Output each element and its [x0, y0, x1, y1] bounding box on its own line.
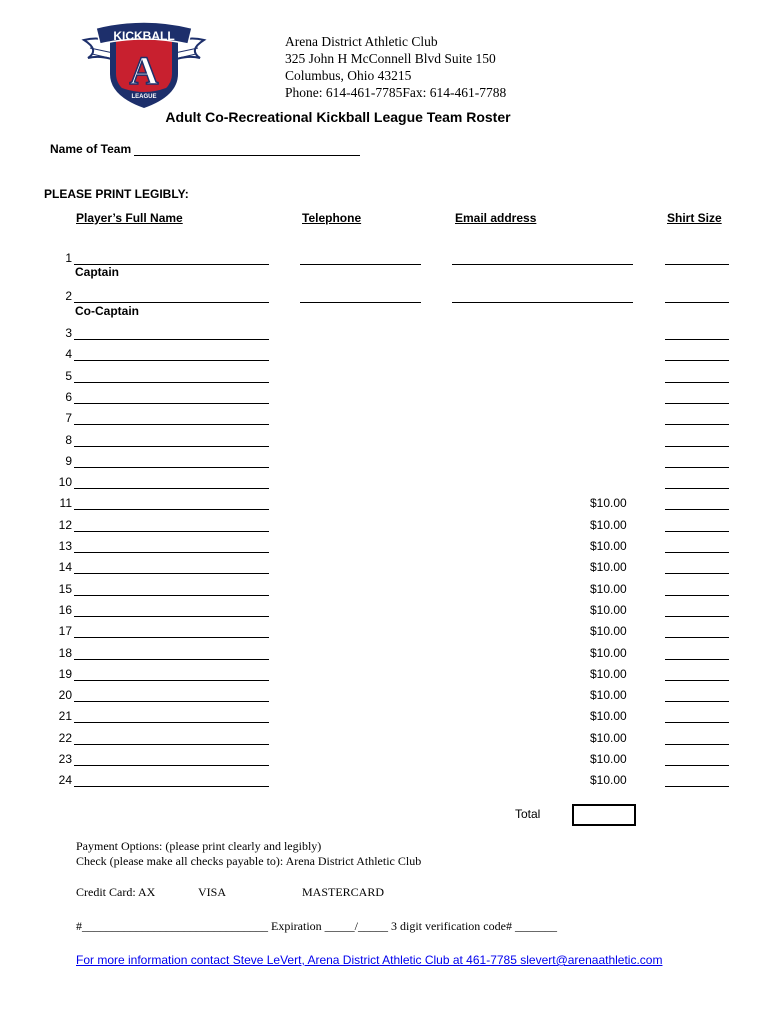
player-name-field[interactable]	[74, 509, 269, 510]
player-name-field[interactable]	[74, 552, 269, 553]
player-name-field[interactable]	[74, 722, 269, 723]
contact-link[interactable]: For more information contact Steve LeVert, Arena District Athletic Club at 461-7785 slevert@arenaathletic.com	[76, 953, 663, 967]
player-name-field[interactable]	[74, 680, 269, 681]
shirt-size-field[interactable]	[665, 531, 729, 532]
row-number: 24	[58, 773, 72, 788]
player-name-field[interactable]	[74, 701, 269, 702]
print-legibly-label: PLEASE PRINT LEGIBLY:	[44, 187, 189, 201]
player-name-field[interactable]	[74, 467, 269, 468]
player-name-field[interactable]	[74, 616, 269, 617]
club-city: Columbus, Ohio 43215	[285, 68, 412, 83]
player-name-field[interactable]	[74, 744, 269, 745]
row-number: 17	[58, 624, 72, 639]
check-payable-text: Check (please make all checks payable to): Arena District Athletic Club	[76, 854, 422, 868]
player-fee: $10.00	[590, 624, 627, 639]
row-number: 23	[58, 752, 72, 766]
shirt-size-field[interactable]	[665, 659, 729, 660]
row-number: 18	[58, 645, 72, 660]
co-captain-label: Co-Captain	[75, 304, 139, 318]
total-label: Total	[515, 807, 541, 821]
club-street: 325 John H McConnell Blvd Suite 150	[285, 51, 496, 66]
player-name-field[interactable]	[74, 339, 269, 340]
player-name-field[interactable]	[74, 424, 269, 425]
shirt-size-field[interactable]	[665, 339, 729, 340]
player-name-field[interactable]	[74, 360, 269, 361]
payment-options-text: Payment Options: (please print clearly and legibly)	[76, 839, 322, 853]
captain-label: Captain	[75, 265, 120, 279]
shirt-size-field[interactable]	[665, 467, 729, 468]
player-fee: $10.00	[590, 560, 627, 575]
shirt-size-field[interactable]	[665, 382, 729, 383]
card-details-line[interactable]: #_______________________________ Expiration _____/_____ 3 digit verification code# _______	[76, 919, 557, 933]
player-name-field[interactable]	[74, 595, 269, 596]
row-number: 15	[58, 581, 72, 596]
page-title: Adult Co-Recreational Kickball League Team Roster	[165, 109, 511, 125]
player-name-field[interactable]	[74, 403, 269, 404]
player-name-field[interactable]	[74, 531, 269, 532]
visa-option[interactable]: VISA	[198, 885, 227, 899]
shirt-size-field[interactable]	[665, 637, 729, 638]
shirt-size-field[interactable]	[665, 722, 729, 723]
row-number: 6	[65, 389, 72, 404]
player-fee: $10.00	[590, 773, 627, 788]
club-phone-fax: Phone: 614-461-7785Fax: 614-461-7788	[285, 85, 507, 100]
kickball-league-logo	[78, 18, 210, 110]
row-number: 13	[58, 539, 72, 553]
mastercard-option[interactable]: MASTERCARD	[302, 885, 385, 899]
shirt-size-field[interactable]	[665, 446, 729, 447]
row-number: 5	[65, 368, 72, 383]
column-header-telephone: Telephone	[302, 211, 362, 225]
row-number: 14	[58, 560, 72, 575]
logo-letter: A	[129, 48, 159, 93]
row-number: 2	[65, 289, 72, 303]
player-fee: $10.00	[590, 688, 627, 703]
player-fee: $10.00	[590, 730, 627, 745]
shirt-size-field[interactable]	[665, 701, 729, 702]
row-number: 3	[65, 326, 72, 340]
shirt-size-field[interactable]	[665, 744, 729, 745]
telephone-field[interactable]	[300, 302, 421, 303]
shirt-size-field[interactable]	[665, 403, 729, 404]
shirt-size-field[interactable]	[665, 424, 729, 425]
shirt-size-field[interactable]	[665, 680, 729, 681]
row-number: 16	[58, 602, 72, 617]
player-name-field[interactable]	[74, 765, 269, 766]
club-name: Arena District Athletic Club	[285, 34, 438, 49]
player-fee: $10.00	[590, 709, 627, 724]
player-fee: $10.00	[590, 666, 627, 681]
row-number: 1	[65, 251, 72, 265]
row-number: 12	[58, 517, 72, 532]
row-number: 19	[58, 666, 72, 681]
player-name-field[interactable]	[74, 264, 269, 265]
team-name-label: Name of Team	[50, 142, 132, 156]
row-number: 11	[59, 496, 72, 511]
player-name-field[interactable]	[74, 637, 269, 638]
player-fee: $10.00	[590, 752, 627, 766]
column-header-email: Email address	[455, 211, 537, 225]
player-name-field[interactable]	[74, 573, 269, 574]
shirt-size-field[interactable]	[665, 264, 729, 265]
row-number: 9	[65, 453, 72, 468]
player-name-field[interactable]	[74, 786, 269, 787]
player-fee: $10.00	[590, 581, 627, 596]
player-name-field[interactable]	[74, 659, 269, 660]
shirt-size-field[interactable]	[665, 552, 729, 553]
player-fee: $10.00	[590, 645, 627, 660]
column-header-name: Player’s Full Name	[76, 211, 183, 225]
email-field[interactable]	[452, 264, 633, 265]
row-number: 4	[65, 347, 72, 362]
shirt-size-field[interactable]	[665, 488, 729, 489]
player-fee: $10.00	[590, 602, 627, 617]
shirt-size-field[interactable]	[665, 786, 729, 787]
player-name-field[interactable]	[74, 488, 269, 489]
shirt-size-field[interactable]	[665, 573, 729, 574]
email-field[interactable]	[452, 302, 633, 303]
telephone-field[interactable]	[300, 264, 421, 265]
player-name-field[interactable]	[74, 302, 269, 303]
team-name-field[interactable]	[134, 155, 360, 156]
logo-top-text: KICKBALL	[113, 29, 175, 43]
shirt-size-field[interactable]	[665, 302, 729, 303]
logo-bottom-text: LEAGUE	[131, 94, 157, 100]
shirt-size-field[interactable]	[665, 616, 729, 617]
row-number: 20	[58, 688, 72, 703]
player-name-field[interactable]	[74, 446, 269, 447]
column-header-shirt-size: Shirt Size	[667, 211, 722, 225]
row-number: 8	[65, 432, 72, 447]
row-number: 10	[58, 475, 72, 490]
row-number: 22	[58, 730, 72, 745]
shirt-size-field[interactable]	[665, 509, 729, 510]
player-fee: $10.00	[590, 539, 627, 553]
player-fee: $10.00	[590, 496, 627, 511]
player-name-field[interactable]	[74, 382, 269, 383]
shirt-size-field[interactable]	[665, 360, 729, 361]
shirt-size-field[interactable]	[665, 765, 729, 766]
total-box[interactable]	[572, 804, 636, 826]
shirt-size-field[interactable]	[665, 595, 729, 596]
row-number: 7	[65, 411, 72, 426]
credit-card-label: Credit Card: AX	[76, 885, 156, 899]
player-fee: $10.00	[590, 517, 627, 532]
row-number: 21	[58, 709, 72, 724]
